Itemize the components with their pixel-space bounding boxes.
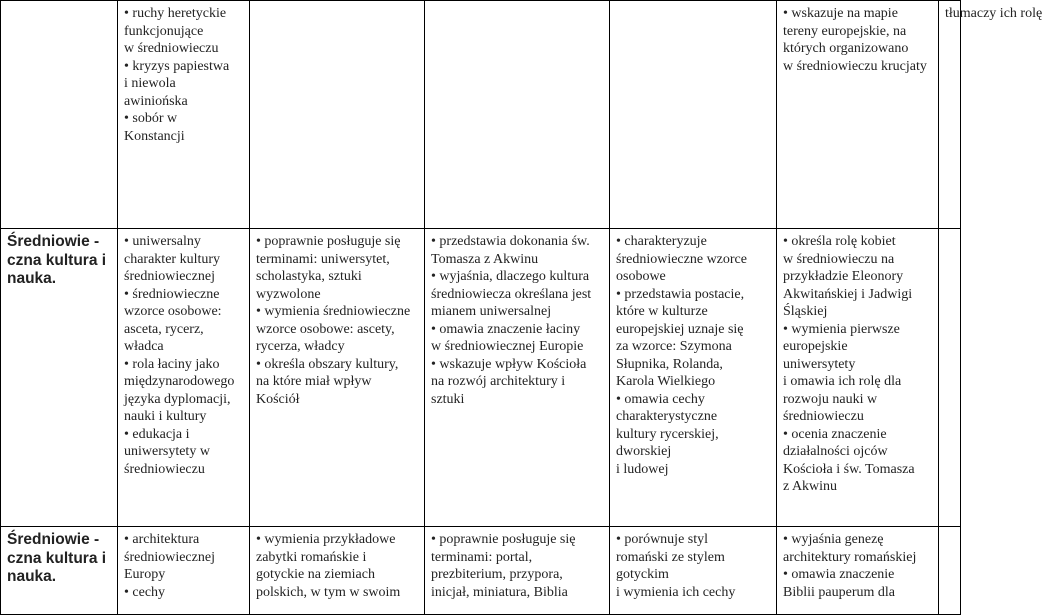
cell-line: uniwersytety xyxy=(783,356,856,372)
topic-cell xyxy=(1,1,118,229)
cell-line: czna kultura i xyxy=(7,251,107,269)
cell-line: przykładzie Eleonory xyxy=(783,269,904,284)
cell-line: uniwersytety w xyxy=(124,444,210,459)
cell-line: • omawia cechy xyxy=(616,391,705,407)
cell-line: na rozwój architektury i xyxy=(431,374,566,389)
cell-line: gotyckie na ziemiach xyxy=(256,567,375,582)
cell-line: za wzorce: Szymona xyxy=(616,339,732,354)
cell-line: których organizowano xyxy=(783,41,909,56)
requirements-basic-cell xyxy=(250,1,425,229)
cell-line: Akwitańskiej i Jadwigi xyxy=(783,286,913,302)
requirements-full-cell xyxy=(610,229,777,527)
cell-line: • architektura xyxy=(124,532,200,547)
cell-line: i ludowej xyxy=(616,461,669,477)
cell-line: i omawia ich rolę dla xyxy=(783,374,902,389)
requirements-extended-cell xyxy=(425,229,610,527)
cell-line: • określa rolę kobiet xyxy=(783,234,896,249)
cell-line: • wskazuje na mapie xyxy=(783,6,898,21)
cell-line: romański ze stylem xyxy=(616,549,725,565)
cell-line: terminami: portal, xyxy=(431,549,533,565)
cell-line: • wymienia pierwsze xyxy=(783,321,900,337)
cell-line: Średniowie - xyxy=(7,233,100,250)
cell-line: Śląskiej xyxy=(783,304,828,319)
table-row xyxy=(1,1,961,229)
cell-line: Biblii pauperum dla xyxy=(783,584,895,600)
cell-line: mianem uniwersalnej xyxy=(431,304,552,319)
cell-line: zabytki romańskie i xyxy=(256,549,367,565)
cell-line: Średniowie - xyxy=(7,531,100,548)
cell-line: rycerza, władcy xyxy=(256,339,345,354)
cell-line: polskich, w tym w swoim xyxy=(256,584,401,600)
cell-line: asceta, rycerz, xyxy=(124,321,204,337)
cell-line: charakter kultury xyxy=(124,251,221,267)
cell-line: rozwoju nauki w xyxy=(783,391,878,407)
cell-line: • wskazuje wpływ Kościoła xyxy=(431,356,587,372)
cell-line: wyzwolone xyxy=(256,286,321,302)
requirements-advanced-cell xyxy=(777,229,939,527)
cell-line: • edukacja i xyxy=(124,426,190,442)
cell-line: międzynarodowego xyxy=(124,374,235,389)
requirements-excellent-cell xyxy=(939,1,1042,229)
cell-line: działalności ojców xyxy=(783,444,888,459)
cell-line: języka dyplomacji, xyxy=(124,391,231,407)
cell-line: Europy xyxy=(124,567,166,582)
cell-line: architektury romańskiej xyxy=(783,549,917,565)
cell-line: osobowe xyxy=(616,269,666,284)
cell-line: które w kulturze xyxy=(616,304,708,319)
cell-line: • omawia znaczenie xyxy=(783,567,895,582)
cell-line: terminami: uniwersytet, xyxy=(256,251,390,267)
cell-line: europejskie xyxy=(783,339,848,354)
cell-line: tłumaczy ich rolę xyxy=(945,6,1042,21)
cell-line: • charakteryzuje xyxy=(616,234,707,249)
cell-line: • wymienia przykładowe xyxy=(256,532,396,547)
cell-line: • określa obszary kultury, xyxy=(256,356,399,372)
cell-line: Konstancji xyxy=(124,128,185,144)
cell-line: • poprawnie posługuje się xyxy=(431,532,576,547)
cell-line: dworskiej xyxy=(616,444,672,459)
cell-line: europejskiej uznaje się xyxy=(616,321,744,337)
cell-line: • przedstawia dokonania św. xyxy=(431,234,590,249)
cell-line: czna kultura i xyxy=(7,549,107,567)
cell-line: wzorce osobowe: xyxy=(124,304,222,319)
cell-line: sztuki xyxy=(431,391,465,407)
cell-line: kultury rycerskiej, xyxy=(616,426,719,442)
cell-line: nauka. xyxy=(7,568,57,585)
cell-line: średniowieczu xyxy=(124,461,205,477)
cell-line: • porównuje styl xyxy=(616,532,709,547)
cell-line: z Akwinu xyxy=(783,479,838,494)
cell-line: średniowieczne wzorce xyxy=(616,251,747,267)
cell-line: Słupnika, Rolanda, xyxy=(616,356,723,372)
cell-line: na które miał wpływ xyxy=(256,374,372,389)
cell-line: i niewola xyxy=(124,76,176,91)
topic-cell xyxy=(1,229,118,527)
requirements-basic-cell xyxy=(250,527,425,615)
cell-line: i wymienia ich cechy xyxy=(616,584,736,600)
cell-line: tereny europejskie, na xyxy=(783,23,907,39)
cell-line: awiniońska xyxy=(124,93,188,109)
requirements-full-cell xyxy=(610,1,777,229)
cell-line: • wymienia średniowieczne xyxy=(256,304,411,319)
table-row xyxy=(1,527,961,615)
table-row xyxy=(1,229,961,527)
cell-line: w średniowieczu krucjaty xyxy=(783,58,927,74)
cell-line: w średniowiecznej Europie xyxy=(431,339,584,354)
cell-line: • wyjaśnia genezę xyxy=(783,532,884,547)
cell-line: • omawia znaczenie łaciny xyxy=(431,321,581,337)
requirements-full-cell xyxy=(610,527,777,615)
cell-line: średniowieczu xyxy=(783,409,864,424)
requirements-excellent-cell xyxy=(939,229,961,527)
cell-line: w średniowieczu na xyxy=(783,251,895,267)
cell-line: wzorce osobowe: ascety, xyxy=(256,321,395,337)
cell-line: scholastyka, sztuki xyxy=(256,269,362,284)
cell-line: • poprawnie posługuje się xyxy=(256,234,401,249)
cell-line: Kościół xyxy=(256,391,300,407)
content-cell xyxy=(118,527,250,615)
cell-line: Tomasza z Akwinu xyxy=(431,251,539,267)
cell-line: Kościoła i św. Tomasza xyxy=(783,461,915,477)
cell-line: • ruchy heretyckie xyxy=(124,6,227,21)
cell-line: • rola łaciny jako xyxy=(124,356,220,372)
cell-line: Karola Wielkiego xyxy=(616,374,716,389)
requirements-basic-cell xyxy=(250,229,425,527)
cell-line: • wyjaśnia, dlaczego kultura xyxy=(431,269,590,284)
content-cell xyxy=(118,229,250,527)
cell-line: prezbiterium, przypora, xyxy=(431,567,563,582)
cell-line: charakterystyczne xyxy=(616,409,718,424)
cell-line: • sobór w xyxy=(124,111,178,126)
cell-line: funkcjonujące xyxy=(124,23,204,39)
cell-line: • przedstawia postacie, xyxy=(616,286,745,302)
requirements-extended-cell xyxy=(425,1,610,229)
cell-line: • kryzys papiestwa xyxy=(124,58,230,74)
cell-line: • cechy xyxy=(124,584,166,600)
cell-line: • średniowieczne xyxy=(124,286,220,302)
requirements-extended-cell xyxy=(425,527,610,615)
cell-line: średniowiecza określana jest xyxy=(431,286,592,302)
requirements-excellent-cell xyxy=(939,527,961,615)
cell-line: nauki i kultury xyxy=(124,409,207,424)
requirements-advanced-cell xyxy=(777,527,939,615)
cell-line: władca xyxy=(124,339,164,354)
cell-line: średniowiecznej xyxy=(124,549,215,565)
cell-line: • uniwersalny xyxy=(124,234,201,249)
cell-line: gotyckim xyxy=(616,567,669,582)
content-cell xyxy=(118,1,250,229)
cell-line: • ocenia znaczenie xyxy=(783,426,887,442)
cell-line: średniowiecznej xyxy=(124,269,215,284)
topic-cell xyxy=(1,527,118,615)
requirements-advanced-cell xyxy=(777,1,939,229)
cell-line: nauka. xyxy=(7,270,57,287)
cell-line: inicjał, miniatura, Biblia xyxy=(431,584,568,600)
cell-line: w średniowieczu xyxy=(124,41,219,56)
